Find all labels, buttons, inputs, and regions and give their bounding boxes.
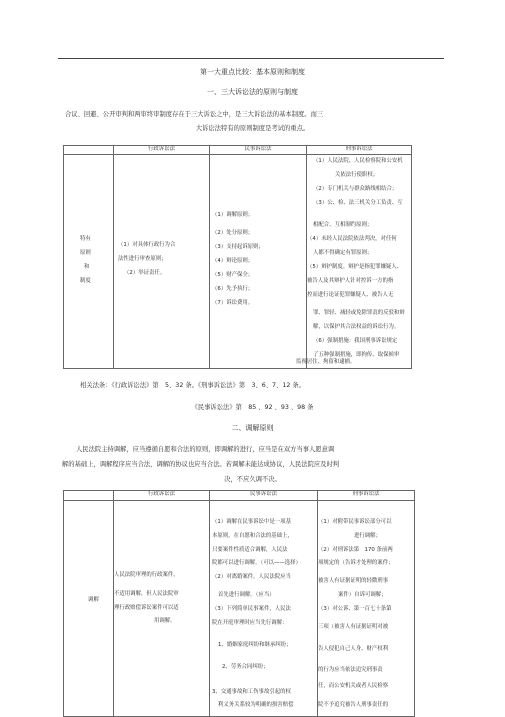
section2-heading: 二、调解原则 [231, 424, 274, 432]
criminal-line: 罪、罪轻、减轻或免除罪责的反驳和辩 [313, 310, 405, 316]
section1-intro-line2: 大诉讼法特有的原则制度是考试的重点。 [195, 125, 310, 132]
criminal-line: 告人侵犯自己人身、财产权利 [318, 646, 389, 652]
section2-para-line1: 人民法院主持调解，应当遵循自愿和合法的原则，即调解的进行，应当是在双方当事人愿意调 [76, 446, 335, 453]
related-laws-line1: 相关法条：《行政诉讼法》第 5、32 条。《刑事诉讼法》第 3、6、7、12 条。 [80, 382, 305, 389]
section2-para-line2: 解的基础上，调解程序应当合法，调解的协议也应当合法。若调解未能达成协议，人民法院应及时判 [62, 461, 340, 468]
admin-line: 法性进行审查原则； [118, 256, 167, 262]
related-laws-line2: 《民事诉讼法》第 85 、92 、93 、98 条 [191, 404, 314, 411]
civil-line: （7）诉讼费用。 [212, 300, 254, 306]
civil-line: （2）处分原则； [212, 230, 254, 236]
criminal-line: （6）强制措施：我国刑事诉讼规定 [313, 338, 398, 344]
criminal-line: （4）未经人民法院依法判决，对任何 [307, 236, 397, 242]
principles-table [63, 145, 412, 369]
criminal-line: 解，以保护其合法权益的诉讼行为。 [313, 324, 400, 330]
page-title: 第一大重点比较：基本原则和制度 [200, 68, 305, 76]
civil-line: （2）对离婚案件，人民法院应当 [212, 574, 291, 580]
criminal-cell [307, 155, 412, 369]
header-criminal: 刑事诉讼法 [307, 146, 412, 155]
criminal-line: 案件）自诉可调解； [338, 592, 387, 598]
civil-line: （1）调解原则； [212, 212, 254, 218]
criminal-line: 三项（被害人有证据证明对被 [318, 624, 389, 630]
criminal-line: 进行调解； [354, 533, 381, 539]
civil-cell [210, 501, 318, 717]
civil-line: 院都可以进行调解。（可以——选择） [212, 560, 301, 566]
header-admin: 行政诉讼法 [114, 146, 210, 155]
criminal-line: 项规定的（告诉才处理的案件； [318, 560, 394, 566]
criminal-line: （2）对刑诉法第 170 条前两 [318, 547, 393, 553]
criminal-line: 被告人及其辩护人针对控诉一方的指 [307, 278, 394, 284]
criminal-line-overflow: 监视居住、拘留和逮捕。 [296, 359, 356, 365]
admin-line: （2）举证责任。 [124, 270, 166, 276]
admin-line: （1）对具体行政行为合 [118, 242, 176, 248]
criminal-line: 任，而公安机关或者人民检察 [318, 683, 389, 689]
header-civil: 民事诉讼法 [210, 491, 318, 501]
criminal-line: （3）对公诉、第一百七十条第 [318, 606, 392, 612]
row-label: 调解 [88, 597, 99, 603]
row-label-line: 特有 [80, 236, 91, 242]
civil-line: 3、交通事故和工伤事故引起的权 [212, 689, 291, 695]
section2-para-line3: 决，不应久调不决。 [224, 476, 281, 483]
criminal-line: （2）专门机关与群众路线相结合； [313, 186, 398, 192]
criminal-line: 了五种强制措施，即拘传、取保候审 [313, 352, 400, 358]
header-admin: 行政诉讼法 [114, 491, 210, 501]
civil-line: （5）财产保全； [212, 272, 254, 278]
criminal-line: （1）人民法院、人民检察院和公安机 [313, 158, 403, 164]
criminal-line: 关依法行使职权； [335, 172, 379, 178]
header-cell-empty [64, 491, 114, 501]
criminal-line: 被害人有证据证明的轻微刑事 [318, 578, 389, 584]
row-label-line: 和 [84, 264, 90, 270]
criminal-line: （1）对附带民事诉讼部分可以 [318, 519, 392, 525]
criminal-cell [318, 501, 415, 717]
criminal-line: 相配合、互相制约原则； [313, 222, 373, 228]
header-criminal: 刑事诉讼法 [318, 491, 415, 501]
civil-line: 院在开庭审理时应当先行调解： [212, 620, 288, 626]
criminal-line: 人都不得确定有罪原则； [313, 250, 373, 256]
admin-cell [114, 501, 210, 717]
row-label-cell [64, 501, 114, 717]
mediation-table [63, 490, 415, 717]
civil-line: 本原则，在自愿和合法的基础上， [212, 533, 293, 539]
section1-intro-line1: 合议、回避、公开审判和两审终审制度存在于三大诉讼之中，是三大诉讼法的基本制度。而三 [65, 111, 324, 118]
row-label-line: 制度 [80, 278, 91, 284]
civil-line: 首先进行调解。（应当） [218, 592, 275, 598]
civil-line: 1、婚姻家庭纠纷和继承纠纷； [218, 642, 292, 648]
criminal-line: 控而进行论证犯罪嫌疑人、被告人无 [307, 292, 394, 298]
admin-line: 人民法院审理的行政案件， [114, 572, 179, 578]
criminal-line: 的行为应当依法追究刑事责 [318, 667, 383, 673]
criminal-line: （5）辩护制度。辩护是指犯罪嫌疑人、 [307, 264, 403, 270]
civil-cell [210, 155, 307, 369]
civil-line: （4）辩论原则； [212, 258, 254, 264]
admin-cell [114, 155, 210, 369]
civil-line: （3）支持起诉原则； [212, 244, 264, 250]
civil-line: （3）下列简单民事案件，人民法 [212, 606, 291, 612]
civil-line: 利义务关系较为明确的损害赔偿 [218, 702, 294, 708]
civil-line: （1）调解在民事诉讼中是一项基 [212, 519, 291, 525]
civil-line: 只要案件性质适合调解，人民法 [212, 547, 288, 553]
admin-line: 用调解。 [154, 618, 176, 624]
admin-line: 不适用调解，但人民法院审 [114, 591, 179, 597]
row-label-line: 原则 [80, 250, 91, 256]
admin-line: 理行政赔偿诉讼案件可以适 [114, 605, 179, 611]
top-rule [58, 58, 444, 59]
section1-heading: 一、三大诉讼法的原则与制度 [207, 88, 298, 96]
header-civil: 民事诉讼法 [210, 146, 307, 155]
civil-line: 2、劳务合同纠纷； [222, 664, 269, 670]
civil-line: （6）先予执行； [212, 286, 254, 292]
criminal-line: 院不予追究被告人刑事责任的 [318, 702, 389, 708]
header-cell-empty [64, 146, 114, 155]
row-label-cell [64, 155, 114, 369]
criminal-line: （3）公、检、法三机关分工负责、互 [313, 200, 403, 206]
